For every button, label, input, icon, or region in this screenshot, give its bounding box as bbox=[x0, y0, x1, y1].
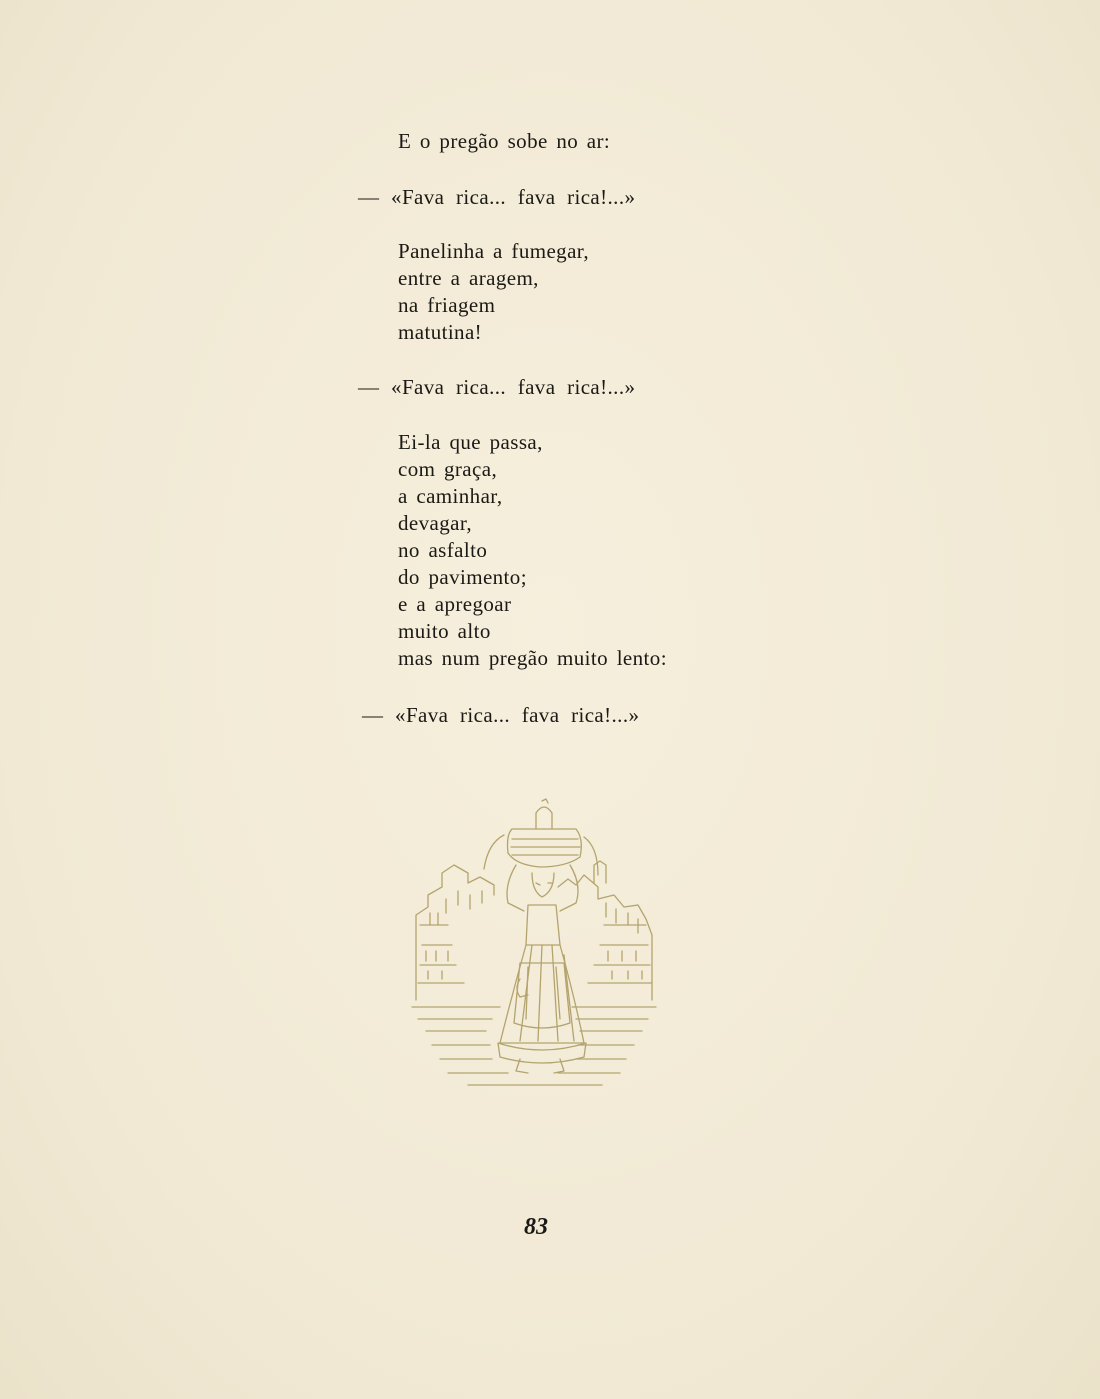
refrain-line: — «Fava rica... fava rica!...» bbox=[358, 185, 636, 209]
poem-line: devagar, bbox=[398, 511, 473, 535]
poem-line: E o pregão sobe no ar: bbox=[398, 129, 611, 153]
poem-line: Panelinha a fumegar, bbox=[398, 239, 590, 263]
poem-line: e a apregoar bbox=[398, 592, 512, 616]
poem-line: na friagem bbox=[398, 293, 496, 317]
refrain-line: — «Fava rica... fava rica!...» bbox=[362, 703, 640, 727]
poem-line: mas num pregão muito lento: bbox=[398, 646, 667, 670]
poem-line: Ei-la que passa, bbox=[398, 430, 543, 454]
poem-line: do pavimento; bbox=[398, 565, 527, 589]
page-number: 83 bbox=[524, 1214, 548, 1240]
poem-line: com graça, bbox=[398, 457, 498, 481]
woman-carrying-basket-illustration bbox=[408, 795, 660, 1095]
refrain-line: — «Fava rica... fava rica!...» bbox=[358, 375, 636, 399]
poem-line: muito alto bbox=[398, 619, 491, 643]
show-through-shadow bbox=[560, 320, 571, 371]
poem-line: entre a aragem, bbox=[398, 266, 539, 290]
poem-line: matutina! bbox=[398, 320, 483, 344]
poem-line: a caminhar, bbox=[398, 484, 503, 508]
poem-line: no asfalto bbox=[398, 538, 488, 562]
